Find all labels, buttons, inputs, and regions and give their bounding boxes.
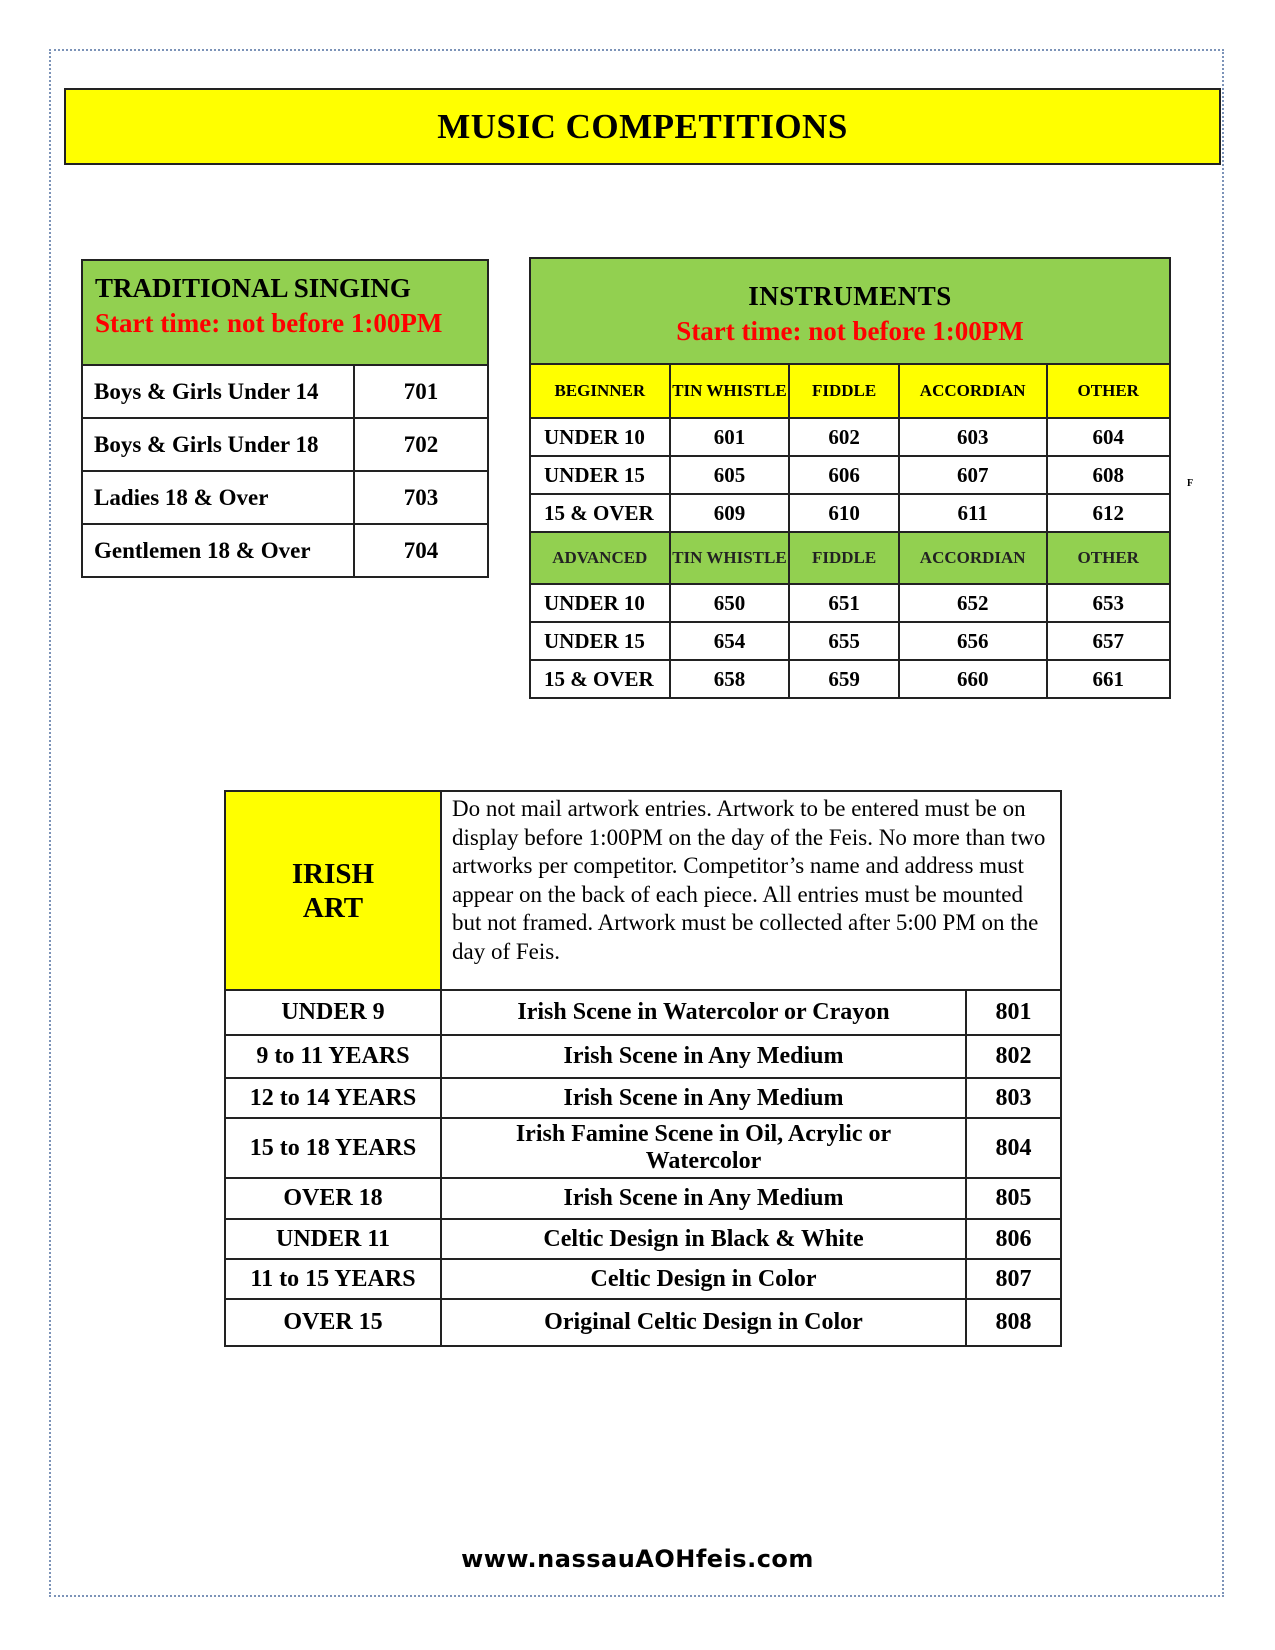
singing-label: Boys & Girls Under 14 (82, 365, 354, 418)
page-title: MUSIC COMPETITIONS (64, 88, 1221, 165)
code-cell: 611 (899, 494, 1047, 532)
age-group: OVER 18 (225, 1178, 441, 1219)
art-code: 803 (966, 1078, 1061, 1118)
code-cell: 655 (789, 622, 899, 660)
code-cell: 606 (789, 456, 899, 494)
beginner-header-row (530, 364, 1170, 418)
code-cell: 651 (789, 584, 899, 622)
age-group: 15 & OVER (530, 660, 670, 698)
code-cell: 610 (789, 494, 899, 532)
singing-label: Gentlemen 18 & Over (82, 524, 354, 577)
column-header: ACCORDIAN (899, 364, 1047, 418)
art-code: 807 (966, 1259, 1061, 1299)
traditional-singing-table (81, 259, 489, 578)
art-description: Celtic Design in Color (441, 1259, 966, 1299)
age-group: UNDER 15 (530, 622, 670, 660)
column-header: TIN WHISTLE (670, 532, 790, 584)
instruments-title: INSTRUMENTS (748, 281, 952, 311)
table-row (82, 418, 488, 471)
code-cell: 604 (1047, 418, 1170, 456)
art-code: 806 (966, 1219, 1061, 1259)
art-code: 808 (966, 1299, 1061, 1346)
code-cell: 612 (1047, 494, 1170, 532)
table-row (82, 471, 488, 524)
table-row (225, 1219, 1061, 1259)
irish-art-table (224, 790, 1062, 1347)
table-row (530, 418, 1170, 456)
art-description: Irish Scene in Watercolor or Crayon (441, 990, 966, 1035)
table-row (225, 1118, 1061, 1178)
singing-title: TRADITIONAL SINGING (95, 273, 411, 303)
code-cell: 660 (899, 660, 1047, 698)
code-cell: 652 (899, 584, 1047, 622)
table-row (225, 1078, 1061, 1118)
age-group: 11 to 15 YEARS (225, 1259, 441, 1299)
code-cell: 653 (1047, 584, 1170, 622)
age-group: UNDER 9 (225, 990, 441, 1035)
irish-art-label-line1: IRISH (291, 857, 375, 890)
code-cell: 601 (670, 418, 790, 456)
code-cell: 650 (670, 584, 790, 622)
art-description: Irish Scene in Any Medium (441, 1078, 966, 1118)
table-row (225, 990, 1061, 1035)
singing-label: Ladies 18 & Over (82, 471, 354, 524)
age-group: OVER 15 (225, 1299, 441, 1346)
stray-marker: F (1187, 478, 1194, 489)
art-description: Irish Famine Scene in Oil, Acrylic or Watercolor (441, 1118, 966, 1178)
singing-start-time: Start time: not before 1:00PM (95, 308, 443, 338)
code-cell: 659 (789, 660, 899, 698)
table-row (82, 524, 488, 577)
art-description: Irish Scene in Any Medium (441, 1035, 966, 1078)
age-group: UNDER 10 (530, 418, 670, 456)
singing-code: 704 (354, 524, 488, 577)
advanced-header-row (530, 532, 1170, 584)
art-rules-note: Do not mail artwork entries. Artwork to be entered must be on display before 1:00PM on the day of the Feis. No more than two artworks per competitor. Competitor’s name and address must appear on the back of each piece. All entries must be mounted but not framed. Artwork must be collected after 5:00 PM on the day of Feis. (441, 791, 1061, 990)
irish-art-label (225, 791, 441, 990)
instruments-table (529, 257, 1171, 699)
singing-label: Boys & Girls Under 18 (82, 418, 354, 471)
column-header: ACCORDIAN (899, 532, 1047, 584)
art-code: 805 (966, 1178, 1061, 1219)
age-group: 12 to 14 YEARS (225, 1078, 441, 1118)
code-cell: 605 (670, 456, 790, 494)
column-header: TIN WHISTLE (670, 364, 790, 418)
age-group: UNDER 10 (530, 584, 670, 622)
table-row (82, 365, 488, 418)
code-cell: 602 (789, 418, 899, 456)
singing-header (82, 260, 488, 365)
art-description: Celtic Design in Black & White (441, 1219, 966, 1259)
table-row (225, 1299, 1061, 1346)
table-row (530, 584, 1170, 622)
code-cell: 657 (1047, 622, 1170, 660)
table-row (530, 456, 1170, 494)
age-group: UNDER 11 (225, 1219, 441, 1259)
irish-art-label-line2: ART (302, 891, 364, 924)
table-row (225, 1259, 1061, 1299)
column-header: OTHER (1047, 364, 1170, 418)
code-cell: 661 (1047, 660, 1170, 698)
code-cell: 607 (899, 456, 1047, 494)
code-cell: 656 (899, 622, 1047, 660)
table-row (530, 622, 1170, 660)
art-description: Original Celtic Design in Color (441, 1299, 966, 1346)
table-row (225, 1178, 1061, 1219)
code-cell: 609 (670, 494, 790, 532)
singing-code: 703 (354, 471, 488, 524)
code-cell: 608 (1047, 456, 1170, 494)
singing-code: 702 (354, 418, 488, 471)
age-group: 9 to 11 YEARS (225, 1035, 441, 1078)
instruments-header (530, 258, 1170, 364)
column-header: OTHER (1047, 532, 1170, 584)
table-row (225, 1035, 1061, 1078)
age-group: 15 & OVER (530, 494, 670, 532)
footer-url: www.nassauAOHfeis.com (461, 1545, 814, 1573)
column-header: ADVANCED (530, 532, 670, 584)
art-code: 804 (966, 1118, 1061, 1178)
age-group: 15 to 18 YEARS (225, 1118, 441, 1178)
code-cell: 654 (670, 622, 790, 660)
table-row (530, 660, 1170, 698)
singing-code: 701 (354, 365, 488, 418)
column-header: FIDDLE (789, 532, 899, 584)
column-header: BEGINNER (530, 364, 670, 418)
art-code: 801 (966, 990, 1061, 1035)
code-cell: 603 (899, 418, 1047, 456)
art-description: Irish Scene in Any Medium (441, 1178, 966, 1219)
code-cell: 658 (670, 660, 790, 698)
art-code: 802 (966, 1035, 1061, 1078)
age-group: UNDER 15 (530, 456, 670, 494)
column-header: FIDDLE (789, 364, 899, 418)
table-row (530, 494, 1170, 532)
instruments-start-time: Start time: not before 1:00PM (676, 316, 1024, 346)
